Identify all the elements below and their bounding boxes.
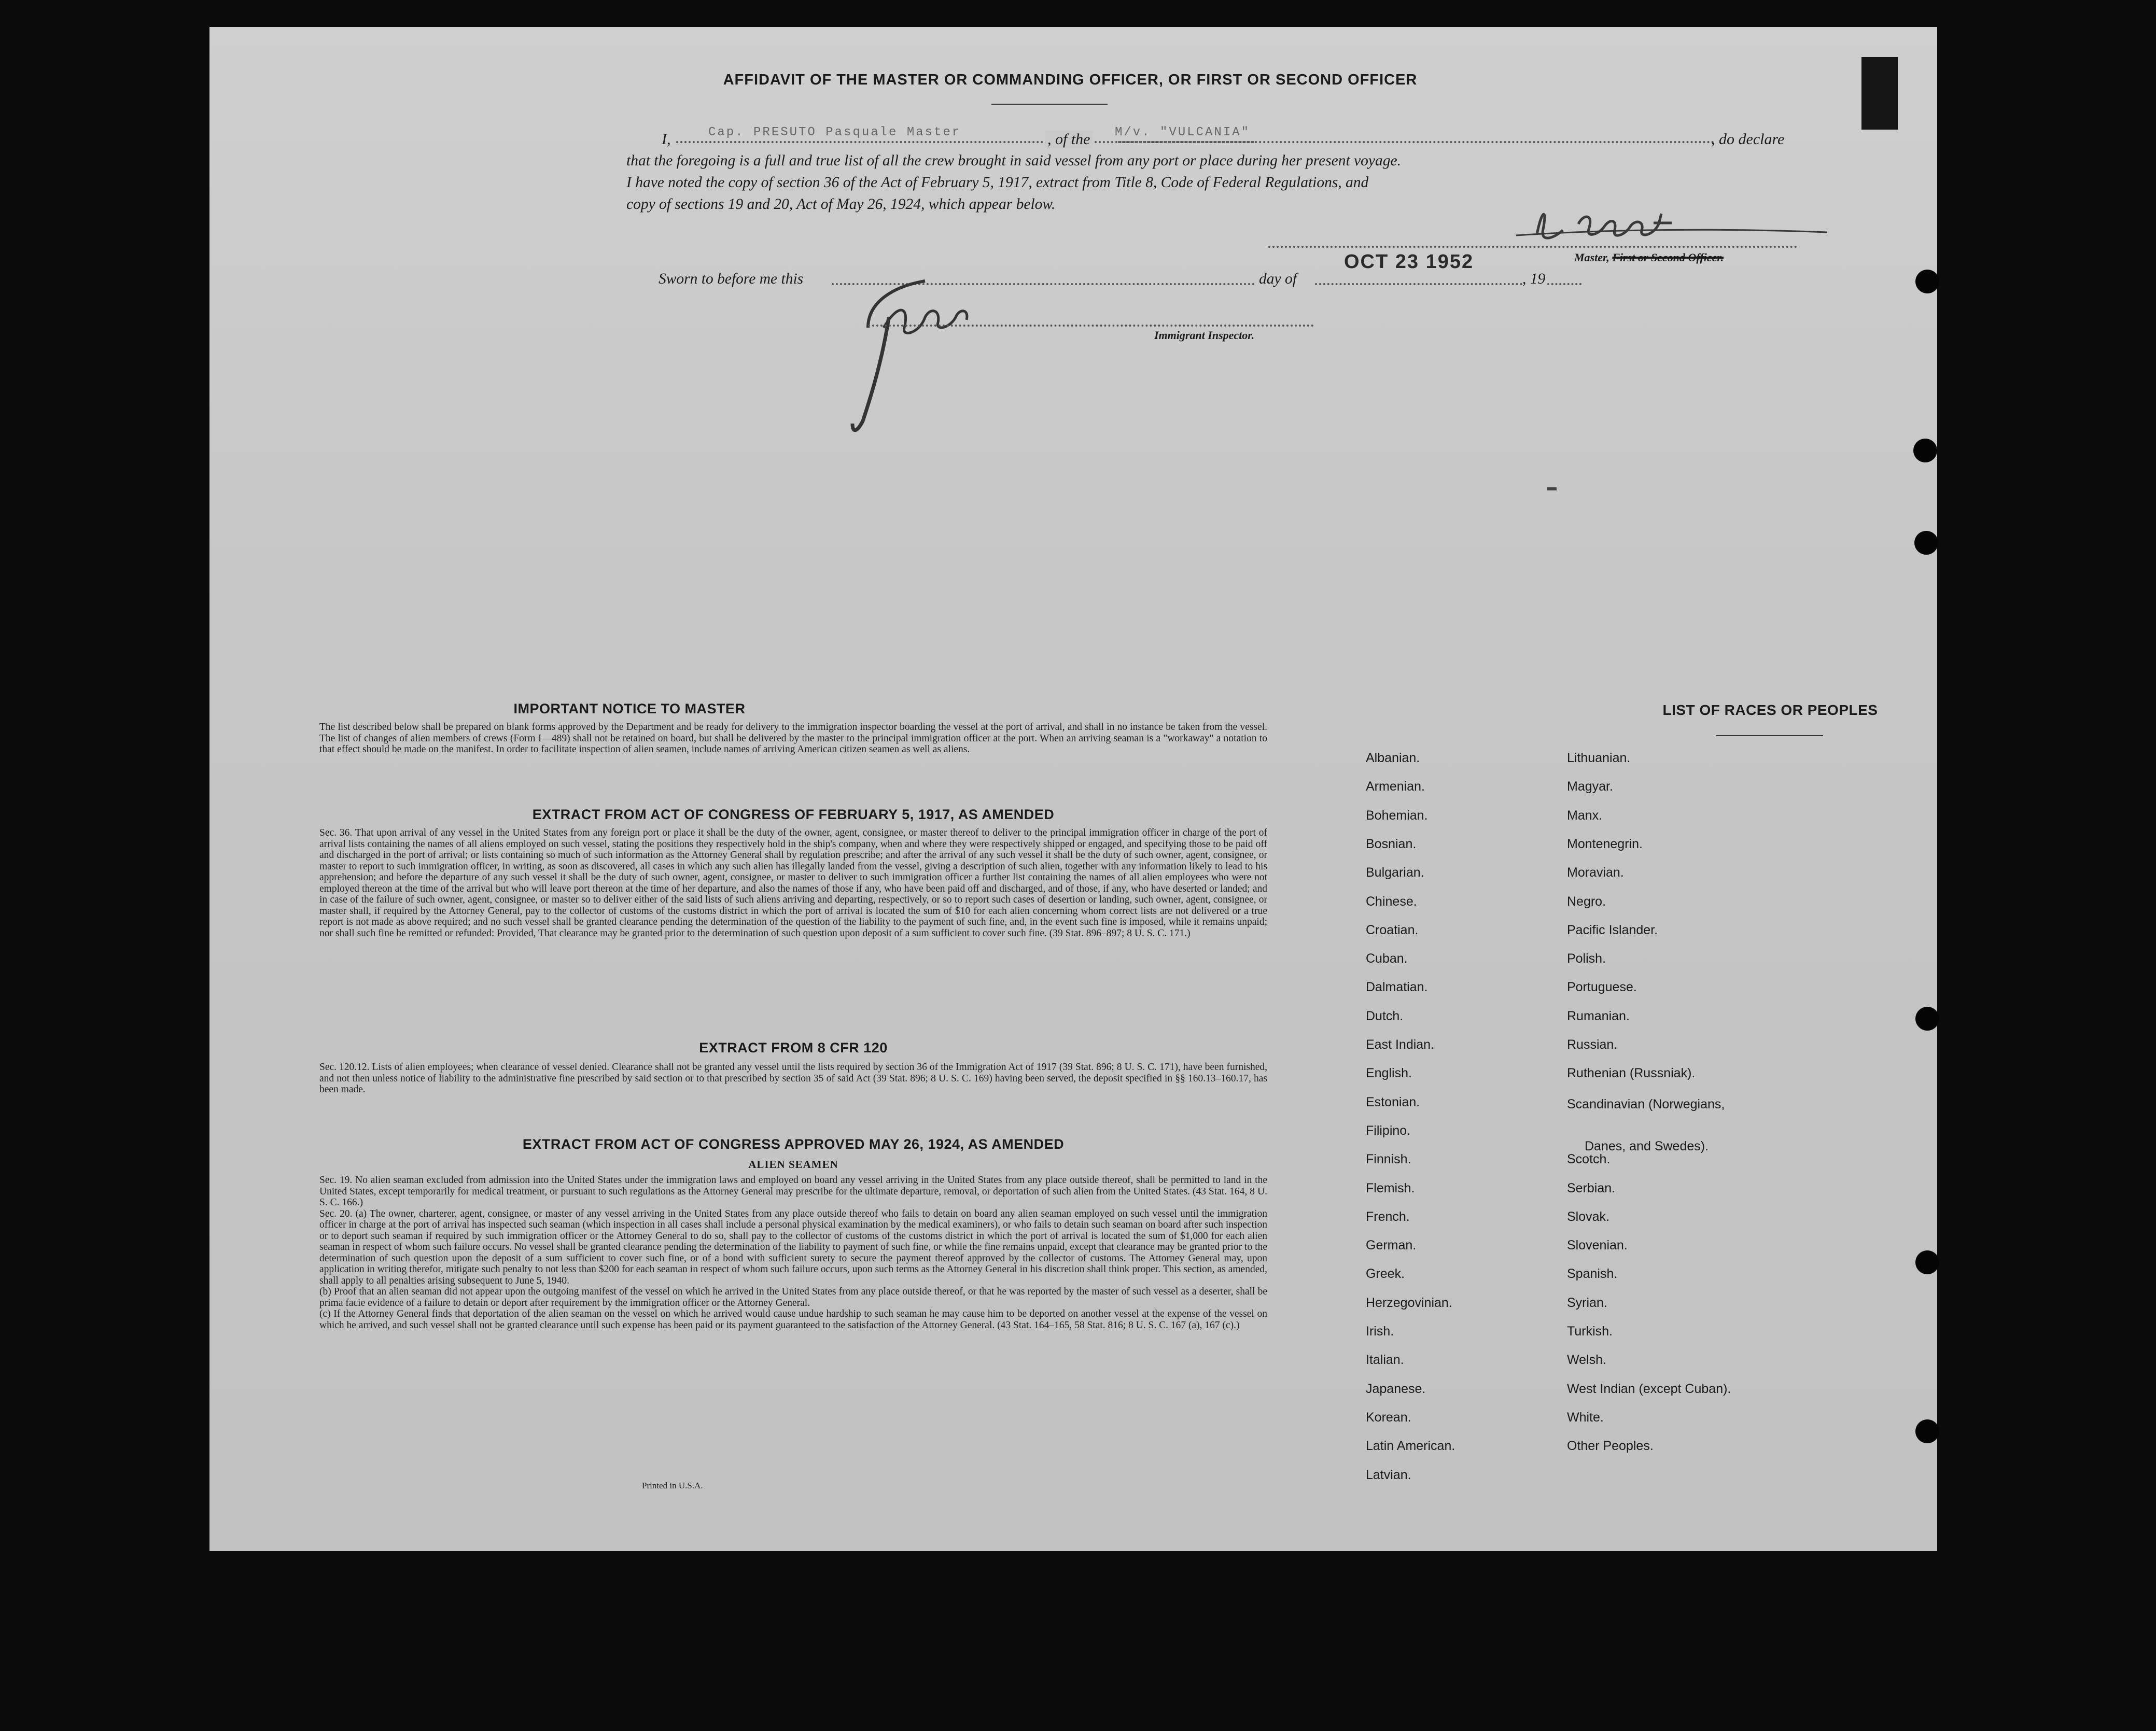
sec-20b: (b) Proof that an alien seaman did not appear upon the outgoing manifest of the vessel on which he arrived in the United States from any place outside thereof, or that he was reported by the master of such vessel as a deserter, shall be prima facie evidence of a failure to detain or deport after requirement by the immigration officer or the Attorney General. <box>319 1286 1267 1308</box>
race-item: Montenegrin. <box>1567 836 1643 851</box>
race-item: Other Peoples. <box>1567 1439 1654 1454</box>
race-item: Estonian. <box>1366 1094 1420 1109</box>
month-dotted-line <box>1315 283 1522 285</box>
sec-19: Sec. 19. No alien seaman excluded from admission into the United States under the immigration laws and employed on board any vessel arriving in the United States from any place outside thereof, shall be permitted to land in the United States, except temporarily for medical treatment, or pursuant to such regulations as the Attorney General may prescribe for the ultimate departure, removal, or deportation of such alien from the United States. (43 Stat. 164, 8 U. S. C. 166.) <box>319 1175 1267 1208</box>
affidavit-i: I, <box>662 131 671 148</box>
race-item: Portuguese. <box>1567 980 1637 995</box>
race-item: Manx. <box>1567 808 1603 823</box>
affidavit-line-2: that the foregoing is a full and true list of all the crew brought in said vessel from any port or place during her present voyage. <box>626 152 1401 169</box>
race-item: Herzegovinian. <box>1366 1295 1452 1310</box>
race-item: Korean. <box>1366 1410 1411 1425</box>
title-rule <box>991 104 1108 105</box>
race-item: Japanese. <box>1366 1381 1426 1396</box>
master-label-plain: Master, <box>1574 251 1609 264</box>
race-item: East Indian. <box>1366 1037 1435 1052</box>
race-item: German. <box>1366 1238 1417 1253</box>
race-item: Filipino. <box>1366 1123 1411 1138</box>
race-item: Serbian. <box>1567 1180 1616 1195</box>
vessel-dotted-line <box>1118 141 1714 143</box>
race-item: West Indian (except Cuban). <box>1567 1381 1731 1396</box>
race-item: English. <box>1366 1066 1412 1081</box>
race-item: Bohemian. <box>1366 808 1428 823</box>
of-the-label: , of the <box>1045 131 1093 148</box>
date-stamp: OCT 23 1952 <box>1344 251 1474 273</box>
cfr-body: Sec. 120.12. Lists of alien employees; when clearance of vessel denied. Clearance shall not be granted any vessel until the lists required by section 36 of the Immigration Act of 1917 (39 Stat. 896; 8 U. S. C. 171), have been furnished, and not then unless notice of liability to the administrative fine prescribed by said section or to that prescribed by section 35 of said Act (39 Stat. 896; 8 U. S. C. 169) having been served, the deposit specified in §§ 160.13–160.17, has been made. <box>319 1062 1267 1095</box>
inspector-signature-line <box>868 325 1314 327</box>
inspector-label: Immigrant Inspector. <box>1154 329 1255 342</box>
race-item: Dutch. <box>1366 1008 1404 1023</box>
master-label <box>1574 251 1724 264</box>
sec-20c: (c) If the Attorney General finds that deportation of the alien seaman on the vessel on which he arrived would cause undue hardship to such seaman he may cause him to be deported on another vessel at the expense of the vessel on which he arrived, and such vessel shall not be granted clearance until such expense has been paid or its payment guaranteed to the satisfaction of the Attorney General. (43 Stat. 164–165, 58 Stat. 816; 8 U. S. C. 167 (a), 167 (c).) <box>319 1308 1267 1331</box>
notice-title: IMPORTANT NOTICE TO MASTER <box>513 701 746 716</box>
race-item: Spanish. <box>1567 1266 1618 1282</box>
document-page <box>209 27 1937 1551</box>
notice-body: The list described below shall be prepared on blank forms approved by the Department and be ready for delivery to the immigration inspector boarding the vessel at the port of arrival, and shall in no instance be taken from the vessel. The list of changes of alien members of crews (Form I—489) shall not be retained on board, but shall be delivered by the master to the principal immigration officer at the port. When an arriving seaman is a "workaway" a notation to that effect should be made on the manifest. In order to facilitate inspection of alien seamen, include names of arriving American citizen seamen as well as aliens. <box>319 722 1267 755</box>
race-item: Syrian. <box>1567 1295 1607 1310</box>
do-declare-label: , do declare <box>1711 131 1785 148</box>
affidavit-line-4: copy of sections 19 and 20, Act of May 26, 1924, which appear below. <box>626 196 1056 213</box>
extract-1917-body: Sec. 36. That upon arrival of any vessel in the United States from any foreign port or place it shall be the duty of the owner, agent, consignee, or master thereof to deliver to the principal immigration officer in charge of the port of arrival lists containing the names of all aliens employed on such vessel, stating the positions they respectively hold in the ship's company, when and where they were respectively shipped or engaged, and specifying those to be paid off and discharged in the port of arrival; or lists containing so much of such information as the Attorney General shall by regulation prescribe; and after the arrival of any such vessel it shall be the duty of such owner, agent, consignee, or master to report to such immigration officer, in writing, as soon as discovered, all cases in which any such alien has illegally landed from the vessel, giving a description of such alien, together with any information likely to lead to his apprehension; and before the departure of any such vessel it shall be the duty of such owner, agent, consignee, or master to deliver to such immigration officer a further list containing the names of all alien employees who were not employed thereon at the time of the arrival but who will leave port thereon at the time of her departure, and also the names of those if any, who have been paid off and discharged, and of those, if any, who have deserted or landed; and in case of the failure of such owner, agent, consignee, or master so to deliver either of the said lists of such aliens arriving and departing, respectively, or so to report such cases of desertion or landing, such owner, agent, consignee, or master shall, if required by the Attorney General, pay to the collector of customs of the customs district in which the port of arrival is located the sum of $10 for each alien concerning whom correct lists are not delivered or a true report is not made as above required; and no such vessel shall be granted clearance pending the determination of the question of the liability to the payment of such fine, and, in the event such fine is imposed, while it remains unpaid; nor shall such fine be remitted or refunded: Provided, That clearance may be granted prior to the determination of such question upon deposit of a sum sufficient to cover such fine. (39 Stat. 896–897; 8 U. S. C. 171.) <box>319 827 1267 939</box>
race-item: Negro. <box>1567 894 1606 909</box>
races-title: LIST OF RACES OR PEOPLES <box>1662 702 1878 718</box>
day-of-label: day of <box>1259 271 1297 287</box>
race-item: Pacific Islander. <box>1567 922 1658 937</box>
edge-shadow <box>1861 57 1898 130</box>
printed-in-usa: Printed in U.S.A. <box>642 1481 703 1490</box>
inspector-signature <box>697 271 977 442</box>
race-item: Magyar. <box>1567 779 1613 794</box>
race-item: Bosnian. <box>1366 836 1417 851</box>
race-item: Ruthenian (Russniak). <box>1567 1066 1696 1081</box>
sworn-label: Sworn to before me this <box>659 271 804 287</box>
race-item: Chinese. <box>1366 894 1417 909</box>
vessel-name: M/v. "VULCANIA" <box>1115 125 1251 139</box>
race-item: Croatian. <box>1366 922 1419 937</box>
cfr-title: EXTRACT FROM 8 CFR 120 <box>699 1040 888 1056</box>
race-item: Welsh. <box>1567 1353 1606 1368</box>
race-item: Lithuanian. <box>1567 751 1631 765</box>
race-item: Italian. <box>1366 1353 1404 1368</box>
race-item: Russian. <box>1567 1037 1618 1052</box>
binder-hole <box>1915 270 1939 293</box>
race-item: Danes, and Swedes). <box>1585 1138 1709 1153</box>
binder-hole <box>1915 1007 1939 1031</box>
binder-hole <box>1915 1250 1939 1274</box>
affidavit-line-3: I have noted the copy of section 36 of the Act of February 5, 1917, extract from Title 8, Code of Federal Regulations, and <box>626 174 1369 191</box>
race-item: Finnish. <box>1366 1152 1411 1167</box>
year-dotted-line <box>1547 283 1581 285</box>
race-item: Flemish. <box>1366 1180 1415 1195</box>
master-label-struck: First or Second Officer. <box>1612 251 1724 264</box>
race-item: Greek. <box>1366 1266 1405 1282</box>
sec-20a: Sec. 20. (a) The owner, charterer, agent, consignee, or master of any vessel arriving in the United States from any place outside thereof who fails to detain on board any alien seaman employed on such vessel until the immigration officer in charge at the port of arrival has inspected such seaman (which inspection in all cases shall include a personal physical examination by the medical examiners), or who fails to detain such seaman on board after such inspection or to deport such seaman if required by such immigration officer or the Attorney General to do so, shall pay to the collector of customs of the customs district in which the port of arrival is located the sum of $1,000 for each alien seaman in respect of whom such failure occurs. No vessel shall be granted clearance pending the determination of the liability to payment of such fine, or while the fine remains unpaid, except that clearance may be granted prior to the determination of such question upon the deposit of a sum sufficient to cover such fine, or of a bond with sufficient surety to secure the payment thereof approved by the collector of customs. The Attorney General may, upon application in writing therefor, mitigate such penalty to not less than $200 for each seaman in respect of whom such failure occurs, upon such terms as the Attorney General in his discretion shall think proper. This section, as amended, shall apply to all penalties arising subsequent to June 5, 1940. <box>319 1208 1267 1286</box>
race-item: Armenian. <box>1366 779 1425 794</box>
extract-1924-sections <box>319 1175 1267 1331</box>
race-item: Rumanian. <box>1567 1008 1630 1023</box>
race-item: Slovenian. <box>1567 1238 1628 1253</box>
extract-1917-title: EXTRACT FROM ACT OF CONGRESS OF FEBRUARY 5, 1917, AS AMENDED <box>532 807 1055 822</box>
binder-hole <box>1913 439 1937 462</box>
race-item: White. <box>1567 1410 1604 1425</box>
race-item: Slovak. <box>1567 1209 1609 1224</box>
race-item: Turkish. <box>1567 1324 1613 1339</box>
race-item: French. <box>1366 1209 1410 1224</box>
alien-seamen-subtitle: ALIEN SEAMEN <box>748 1158 838 1171</box>
binder-hole <box>1915 1419 1939 1443</box>
race-item: Moravian. <box>1567 865 1624 880</box>
race-item: Latin American. <box>1366 1439 1455 1454</box>
race-item: Polish. <box>1567 951 1606 966</box>
year-label: , 19 <box>1522 271 1546 287</box>
races-title-rule <box>1716 735 1823 736</box>
binder-hole <box>1914 531 1938 555</box>
race-item: Albanian. <box>1366 751 1420 765</box>
extract-1924-title: EXTRACT FROM ACT OF CONGRESS APPROVED MAY 26, 1924, AS AMENDED <box>522 1136 1065 1152</box>
race-item: Cuban. <box>1366 951 1408 966</box>
race-item: Scandinavian (Norwegians, <box>1567 1096 1725 1111</box>
smudge-mark <box>1547 487 1557 490</box>
race-item: Scotch. <box>1567 1152 1611 1167</box>
race-item: Bulgarian. <box>1366 865 1424 880</box>
race-item: Dalmatian. <box>1366 980 1428 995</box>
race-item: Latvian. <box>1366 1467 1411 1482</box>
affidavit-title: AFFIDAVIT OF THE MASTER OR COMMANDING OFFICER, OR FIRST OR SECOND OFFICER <box>723 72 1418 88</box>
master-signature-line <box>1268 246 1797 248</box>
race-item: Irish. <box>1366 1324 1394 1339</box>
master-name: Cap. PRESUTO Pasquale Master <box>708 125 961 139</box>
